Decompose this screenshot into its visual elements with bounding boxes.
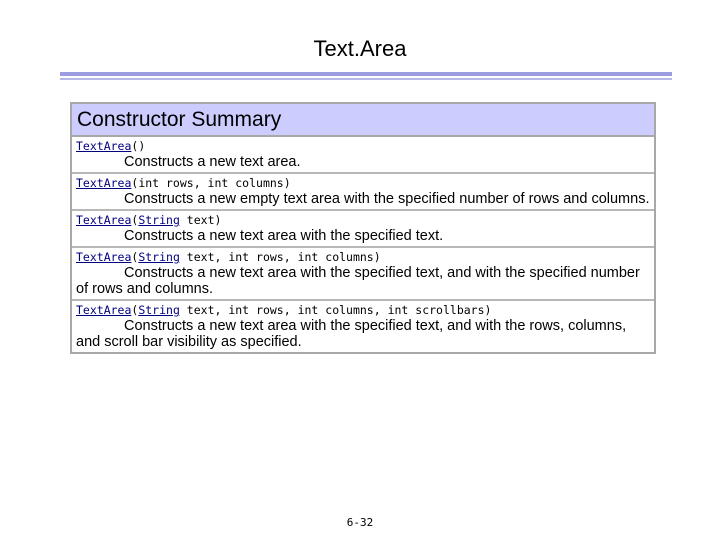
constructor-row (72, 137, 654, 174)
constructor-description: Constructs a new text area with the specified text. (124, 228, 444, 244)
constructor-params-open: ( (131, 213, 139, 227)
constructor-link[interactable]: TextArea (76, 139, 132, 153)
constructor-description: Constructs a new text area. (124, 154, 301, 170)
title-divider-secondary (60, 78, 672, 80)
constructor-signature (76, 213, 650, 228)
constructor-row (72, 301, 654, 352)
constructor-signature (76, 303, 650, 318)
constructor-row (72, 248, 654, 301)
constructor-params-open: ( (131, 303, 139, 317)
page-number: 6-32 (346, 516, 374, 529)
constructor-link[interactable]: TextArea (76, 213, 132, 227)
constructor-description: Constructs a new text area with the specified text, and with the rows, columns, and scroll bar visibility as specified. (76, 318, 627, 350)
constructor-description: Constructs a new empty text area with the specified number of rows and columns. (124, 191, 650, 207)
constructor-row (72, 174, 654, 211)
title-divider (60, 72, 672, 76)
constructor-params-open: ( (131, 250, 139, 264)
constructor-params: text, int rows, int columns, int scrollbars) (179, 303, 492, 317)
string-type-link[interactable]: String (138, 213, 180, 227)
constructor-params: text, int rows, int columns) (179, 250, 381, 264)
constructor-row (72, 211, 654, 248)
constructor-signature (76, 250, 650, 265)
constructor-link[interactable]: TextArea (76, 176, 132, 190)
constructor-params: (int rows, int columns) (131, 176, 291, 190)
constructor-summary-header: Constructor Summary (72, 104, 654, 137)
constructor-signature (76, 176, 650, 191)
constructor-summary-table (70, 102, 656, 354)
slide-title: Text.Area (313, 36, 407, 61)
constructor-signature (76, 139, 650, 154)
constructor-params: () (131, 139, 146, 153)
constructor-description: Constructs a new text area with the specified text, and with the specified number of rows and columns. (76, 265, 640, 297)
constructor-params: text) (179, 213, 222, 227)
constructor-link[interactable]: TextArea (76, 303, 132, 317)
string-type-link[interactable]: String (138, 303, 180, 317)
string-type-link[interactable]: String (138, 250, 180, 264)
constructor-link[interactable]: TextArea (76, 250, 132, 264)
